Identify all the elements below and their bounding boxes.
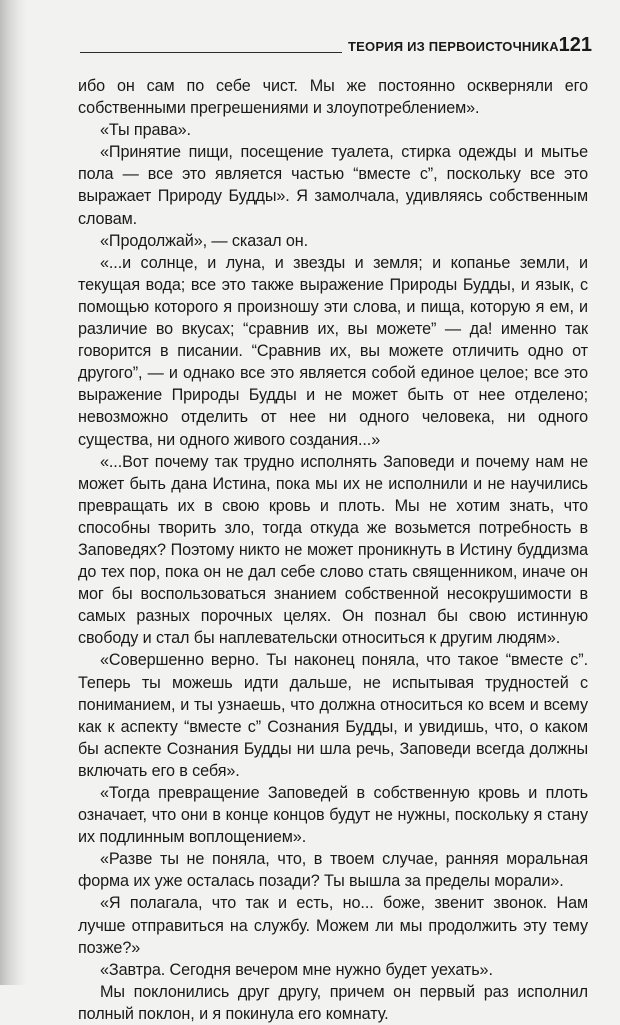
page-spine-shadow [0, 0, 28, 985]
header-rule [80, 52, 342, 53]
paragraph: «Разве ты не поняла, что, в твоем случае, ранняя моральная форма их уже осталась позади? Ты вышла за пределы морали». [78, 850, 588, 891]
paragraph: «Принятие пищи, посещение туалета, стирка одежды и мытье пола — все это является частью “вместе с”, поскольку все это выражает Природу Будды». Я замолчала, удивляясь собственным словам. [78, 143, 588, 228]
body-text [78, 75, 588, 1025]
paragraph: «Ты права». [100, 121, 191, 140]
paragraph: «...Вот почему так трудно исполнять Заповеди и почему нам не может быть дана Истина, пока мы их не исполнили и не научились превращать их в свою кровь и плоть. Мы не хотим знать, что способны творить зло, тогда откуда же возьмется потребность в Заповедях? Поэтому никто не может проникнуть в Истину буддизма до тех пор, пока он не дал себе слово стать священником, иначе он мог бы воспользоваться знанием собственной несокрушимости в самых разных порочных целях. Он познал бы свою истинную свободу и стал бы наплевательски относиться к другим людям». [78, 452, 588, 648]
paragraph: «Тогда превращение Заповедей в собственную кровь и плоть означает, что они в конце концов будут не нужны, поскольку я стану их подлинным воплощением». [78, 784, 588, 847]
paragraph: «...и солнце, и луна, и звезды и земля; и копанье земли, и текущая вода; все это также выражение Природы Будды, и язык, с помощью которого я произношу эти слова, и пища, которую я ем, и различие во вкусах; “сравнив их, вы можете” — да! именно так говорится в писании. “Сравнив их, вы можете отличить одно от другого”, — и однако все это является собой единое целое; все это выражение Природы Будды и не может быть от нее отделено; невозможно отделить от нее ни одного человека, ни одного существа, ни одного живого создания...» [78, 253, 588, 449]
paragraph: «Я полагала, что так и есть, но... боже, звенит звонок. Нам лучше отправиться на службу. Можем ли мы продолжить эту тему позже?» [78, 894, 588, 957]
page-number: 121 [558, 34, 592, 56]
paragraph: «Совершенно верно. Ты наконец поняла, что такое “вместе с”. Теперь ты можешь идти дальше, не испытывая трудностей с пониманием, и ты узнаешь, что должна относиться ко всем и всему как к аспекту “вместе с” Сознания Будды, и увидишь, что, о каком бы аспекте Сознания Будды ни шла речь, Заповеди всегда должны включать его в себя». [78, 651, 588, 780]
running-title: ТЕОРИЯ ИЗ ПЕРВОИСТОЧНИКА [348, 39, 559, 54]
running-header [80, 30, 600, 60]
paragraph: «Завтра. Сегодня вечером мне нужно будет уехать». [100, 960, 493, 979]
paragraph: Мы поклонились друг другу, причем он первый раз исполнил полный поклон, и я покинула его комнату. [78, 982, 588, 1023]
paragraph: «Продолжай», — сказал он. [100, 231, 309, 250]
paragraph-continued: ибо он сам по себе чист. Мы же постоянно оскверняли его собственными прегрешениями и злоупотреблением». [78, 77, 588, 118]
